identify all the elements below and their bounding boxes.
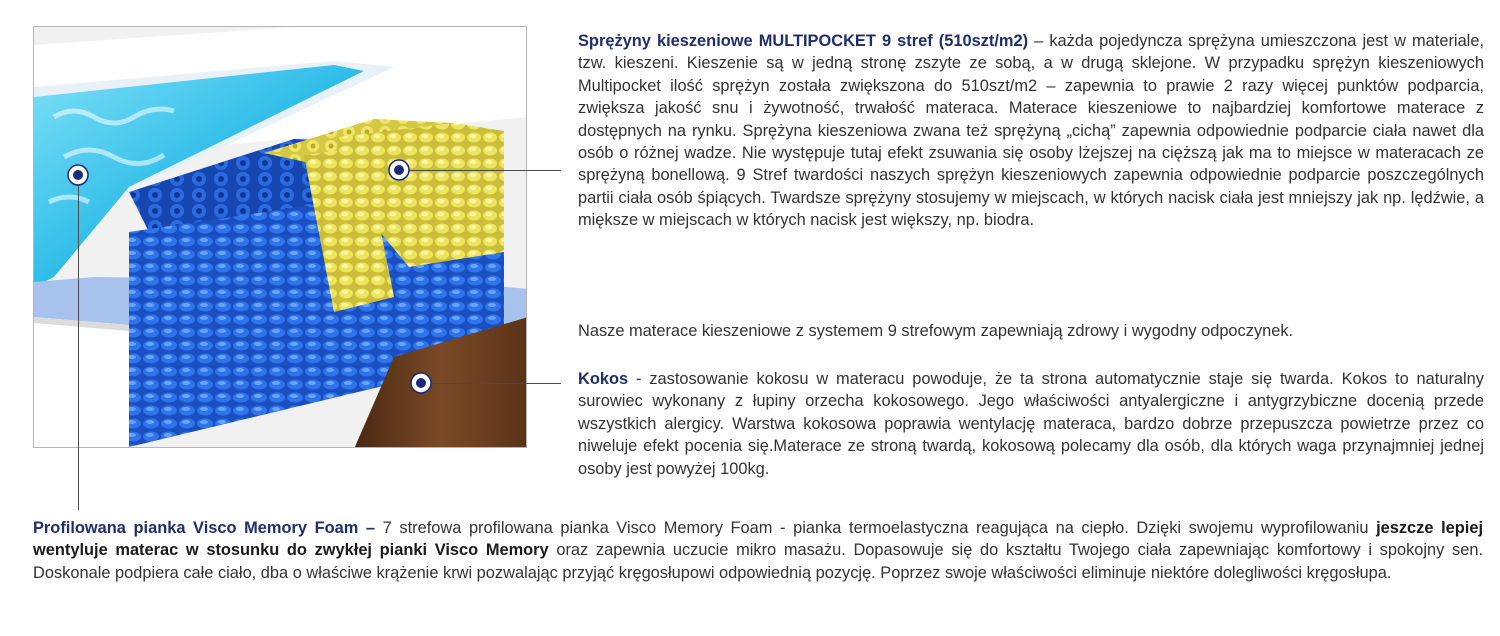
springs-summary: Nasze materace kieszeniowe z systemem 9 strefowym zapewniają zdrowy i wygodny odpoczynek. <box>578 322 1294 340</box>
coconut-heading: Kokos <box>578 370 629 388</box>
springs-description <box>578 30 1484 232</box>
mattress-cross-section-illustration <box>33 26 527 448</box>
visco-text-1: 7 strefowa profilowana pianka Visco Memory Foam - pianka termoelastyczna reagująca na ciepło. Dzięki swojemu wyprofilowaniu <box>375 519 1377 537</box>
springs-text: – każda pojedyncza sprężyna umieszczona jest w materiale, tzw. kieszeni. Kieszenie są w jedną stronę zszyte ze sobą, a w drugą sklejone. W przypadku sprężyn kieszeniowych Multipocket ilość sprężyn została zwiększona do 510szt/m2 – zapewnia to prawie 2 razy więcej punktów podparcia, zwiększa jakość snu i żywotność, trwałość materaca. Materace kieszeniowe to najbardziej komfortowe materace z dostępnych na rynku. Sprężyna kieszeniowa zwana też sprężyną „cichą” zapewnia odpowiednie podparcie ciała nawet dla osób o różnej wadze. Nie występuje tutaj efekt zsuwania się osoby lżejszej na cięższą jak ma to miejsce w materacach ze sprężyną bonellową. 9 Stref twardości naszych sprężyn kieszeniowych zapewnia odpowiednie podparcie poszczególnych partii ciała osób śpiących. Twardsze sprężyny stosujemy w miejscach, w których nacisk ciała jest mniejszy jak np. lędźwie, a miększe w miejscach w których nacisk jest większy, np. biodra. <box>578 32 1484 230</box>
coconut-text: - zastosowanie kokosu w materacu powoduje, że ta strona automatycznie staje się twarda. Kokos to naturalny surowiec wykonany z łupiny orzecha kokosowego. Jego właściwości antyalergiczne i antygrzybiczne docenią przede wszystkich alergicy. Warstwa kokosowa poprawia wentylację materaca, bardzo dobrze przepuszcza powietrze przez co niweluje efekt pocenia się.Materace ze stroną twardą, kokosową polecamy dla osób, dla których waga przynajmniej jednej osoby jest powyżej 100kg. <box>578 370 1484 478</box>
visco-heading: Profilowana pianka Visco Memory Foam – <box>33 519 376 537</box>
coconut-marker-icon <box>410 372 432 394</box>
visco-emphasis: jeszcze lepiej wentyluje materac w stosunku do zwykłej pianki Visco Memory <box>33 519 1484 560</box>
coconut-leader-line <box>421 383 561 384</box>
springs-leader-line <box>399 170 561 171</box>
springs-marker-icon <box>388 159 410 181</box>
mattress-side-cover <box>34 317 129 448</box>
springs-heading: Sprężyny kieszeniowe MULTIPOCKET 9 stref (510szt/m2) <box>578 32 1029 50</box>
visco-text-2: oraz zapewnia uczucie mikro masażu. Dopasowuje się do kształtu Twojego ciała zapewniając komfortowy i spokojny sen. Doskonale podpiera całe ciało, dba o właściwe krążenie krwi pozwalając przyjąć kręgosłupowi odpowiednią pozycję. Poprzez swoje właściwości eliminuje niektóre dolegliwości kręgosłupa. <box>33 541 1483 582</box>
visco-description <box>33 517 1483 584</box>
foam-marker-icon <box>67 164 89 186</box>
mattress-svg <box>34 27 527 448</box>
foam-leader-line <box>78 175 79 510</box>
coconut-description <box>578 368 1484 480</box>
